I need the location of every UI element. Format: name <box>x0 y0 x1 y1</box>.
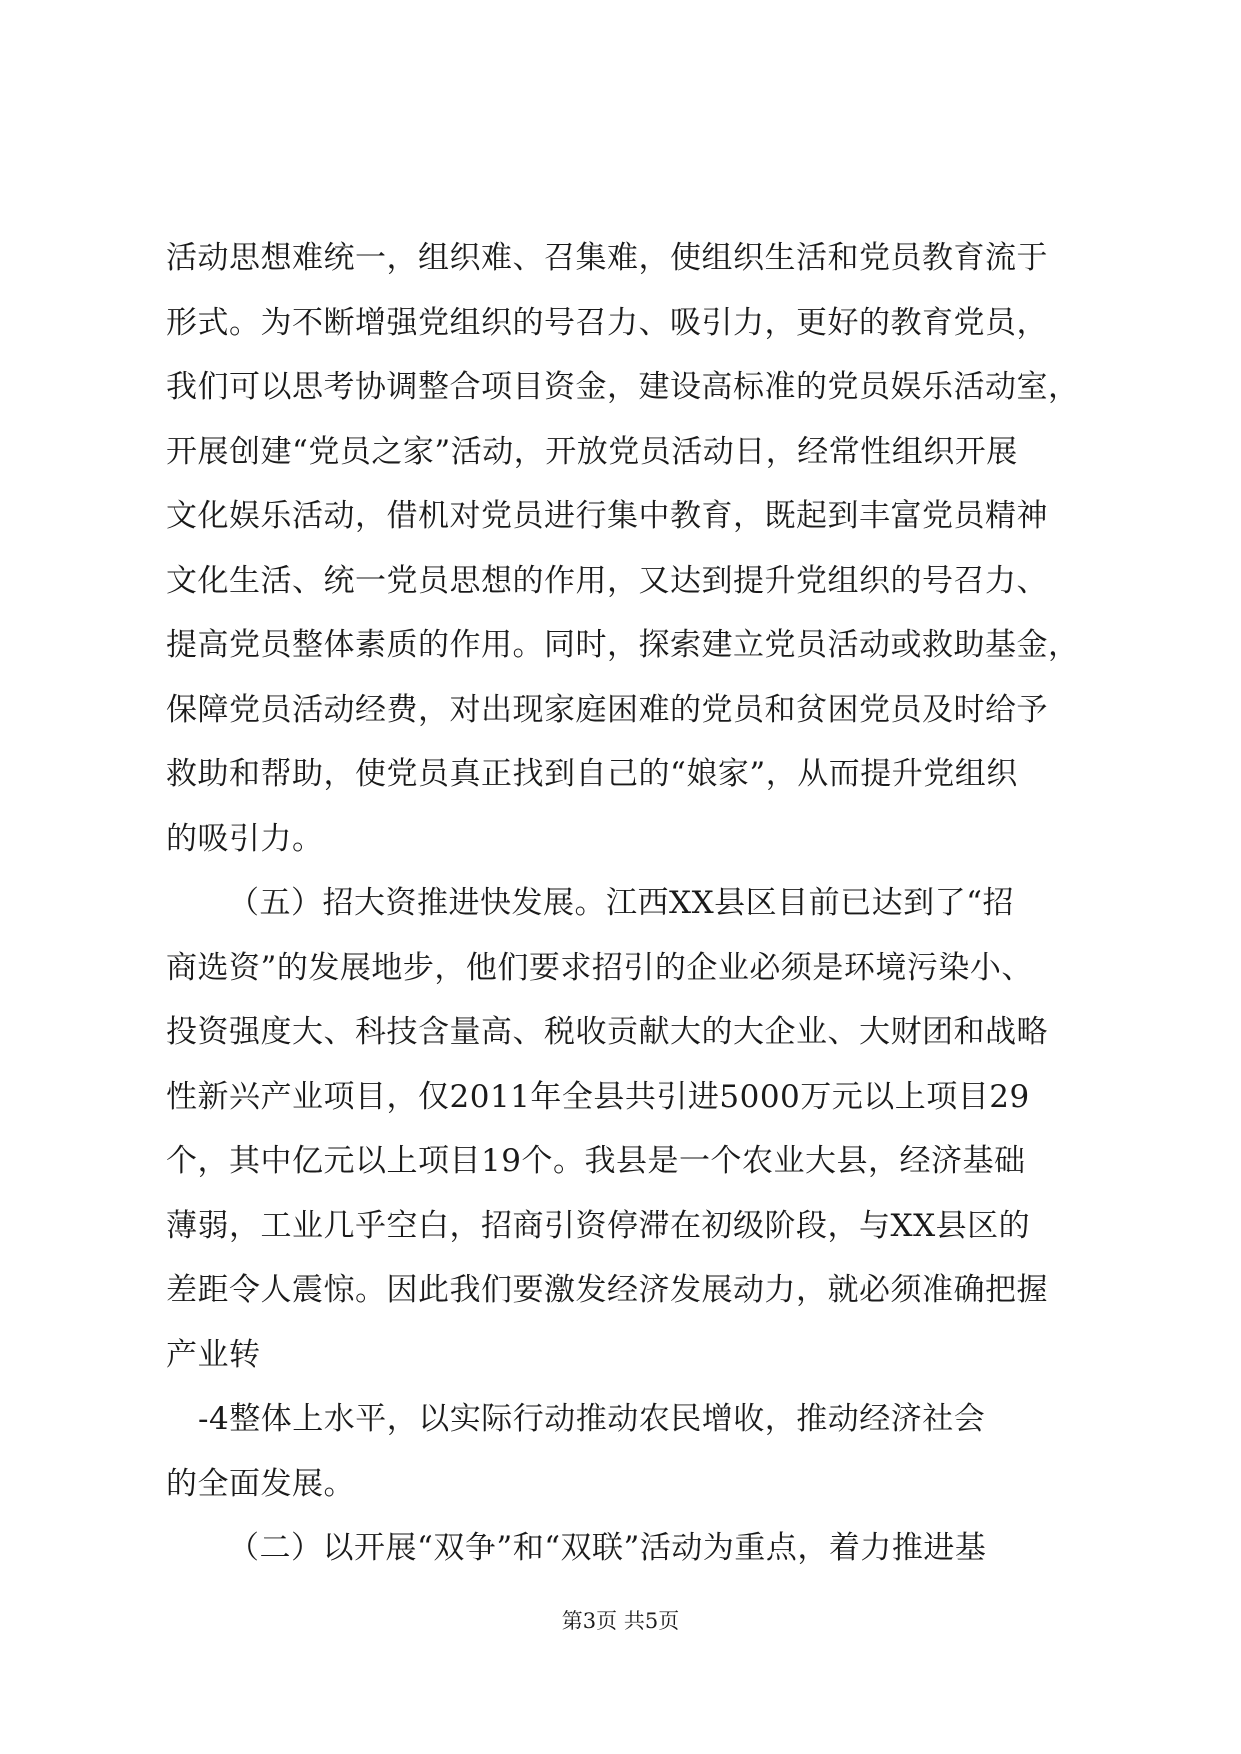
text-line: -4整体上水平，以实际行动推动农民增收，推动经济社会 <box>198 1401 986 1437</box>
text-line: 我们可以思考协调整合项目资金，建设高标准的党员娱乐活动室， <box>166 369 1080 405</box>
text-line: 活动思想难统一，组织难、召集难，使组织生活和党员教育流于 <box>166 240 1048 276</box>
text-line: 个，其中亿元以上项目19个。我县是一个农业大县，经济基础 <box>166 1143 1026 1179</box>
page-footer <box>0 1606 1241 1636</box>
text-line: 投资强度大、科技含量高、税收贡献大的大企业、大财团和战略 <box>166 1014 1048 1050</box>
paragraph-heading: （五）招大资推进快发展。江西XX县区目前已达到了“招 <box>228 885 1014 921</box>
text-line: 性新兴产业项目，仅2011年全县共引进5000万元以上项目29 <box>166 1078 1030 1115</box>
text-line: 的吸引力。 <box>166 820 324 857</box>
text-line: 提高党员整体素质的作用。同时，探索建立党员活动或救助基金， <box>166 627 1080 663</box>
text-line: 的全面发展。 <box>166 1465 355 1502</box>
text-line: 救助和帮助，使党员真正找到自己的“娘家”，从而提升党组织 <box>166 756 1018 792</box>
text-line: 产业转 <box>166 1336 261 1373</box>
text-line: 商选资”的发展地步，他们要求招引的企业必须是环境污染小、 <box>166 949 1033 986</box>
text-line: 文化生活、统一党员思想的作用，又达到提升党组织的号召力、 <box>166 562 1048 599</box>
text-line: 开展创建“党员之家”活动，开放党员活动日，经常性组织开展 <box>166 433 1018 470</box>
body-text <box>166 226 1106 1581</box>
page-number-label: 第3页 共5页 <box>561 1609 680 1633</box>
text-line: 薄弱，工业几乎空白，招商引资停滞在初级阶段，与XX县区的 <box>166 1207 1031 1244</box>
text-line: 形式。为不断增强党组织的号召力、吸引力，更好的教育党员， <box>166 304 1048 341</box>
paragraph-heading: （二）以开展“双争”和“双联”活动为重点，着力推进基 <box>228 1530 987 1566</box>
text-line: 差距令人震惊。因此我们要激发经济发展动力，就必须准确把握 <box>166 1272 1048 1308</box>
text-line: 保障党员活动经费，对出现家庭困难的党员和贫困党员及时给予 <box>166 691 1048 728</box>
text-line: 文化娱乐活动，借机对党员进行集中教育，既起到丰富党员精神 <box>166 498 1048 534</box>
